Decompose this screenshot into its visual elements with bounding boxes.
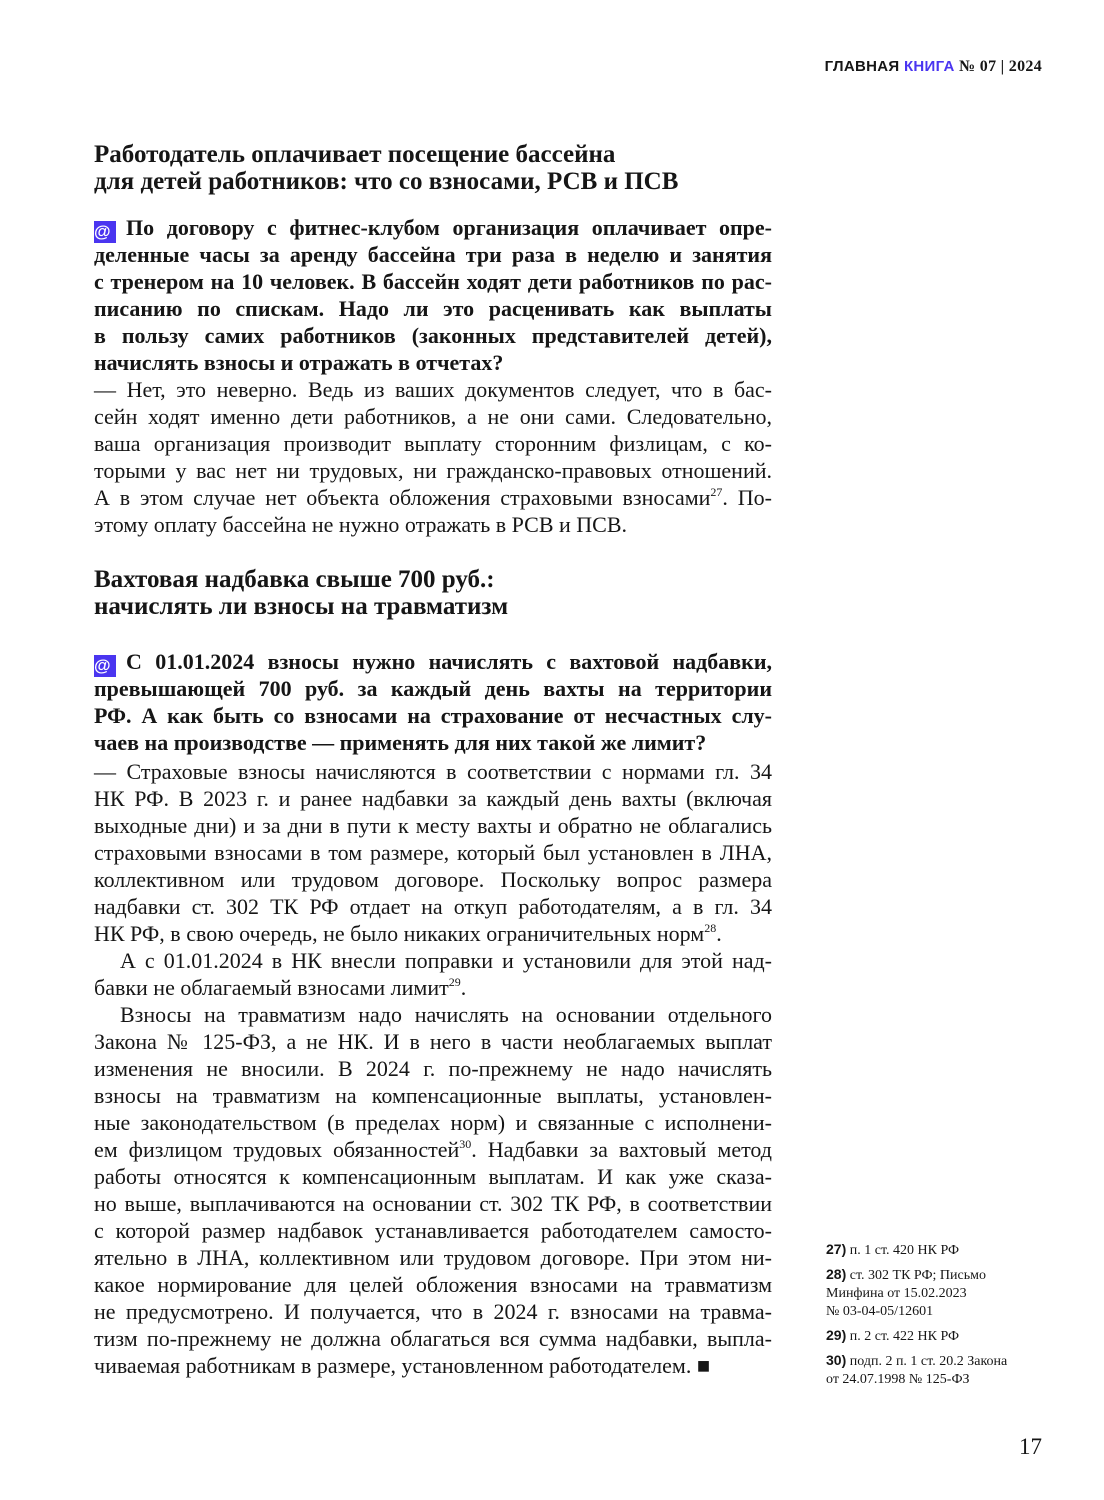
footnote-ref: 29 xyxy=(448,975,461,989)
line-text: превышающей 700 руб. за каждый день вахты на территории xyxy=(94,676,772,701)
line-text: писанию по спискам. Надо ли это расценивать как выплаты xyxy=(94,296,772,321)
footnote-ref: 28 xyxy=(704,921,717,935)
line-text: НК РФ, в свою очередь, не было никаких ограничительных норм xyxy=(94,921,705,946)
text-line xyxy=(94,214,772,241)
text-line xyxy=(94,1271,772,1298)
line-text: какое нормирование для целей обложения взносами на травматизм xyxy=(94,1272,772,1297)
footnote xyxy=(826,1240,1066,1260)
title-line: Вахтовая надбавка свыше 700 руб.: xyxy=(94,566,495,593)
footnote-text: ст. 302 ТК РФ; Письмо xyxy=(849,1268,986,1283)
text-line xyxy=(94,729,772,756)
line-text: А в этом случае нет объекта обложения страховыми взносами xyxy=(94,485,711,510)
footnote-number: 29) xyxy=(826,1327,847,1343)
text-line xyxy=(94,1244,772,1271)
line-text: начислять взносы и отражать в отчетах? xyxy=(94,350,504,375)
line-text: торыми у вас нет ни трудовых, ни гражданско-правовых отношений. xyxy=(94,458,772,483)
line-text: с тренером на 10 человек. В бассейн ходят дети работников по рас- xyxy=(94,269,772,294)
line-text: взносы на травматизм на компенсационные выплаты, установлен- xyxy=(94,1083,772,1108)
line-text: с которой размер надбавок устанавливается работодателем самосто- xyxy=(94,1218,772,1243)
brand-name: ГЛАВНАЯ xyxy=(824,58,900,75)
text-line xyxy=(94,484,772,511)
text-line xyxy=(94,1109,772,1136)
line-text: тизм по-прежнему не должна облагаться вся сумма надбавки, выпла- xyxy=(94,1326,772,1351)
text-line xyxy=(94,893,772,920)
line-text: ные законодательством (в пределах норм) и связанные с исполнени- xyxy=(94,1110,772,1135)
line-text: . xyxy=(716,921,722,946)
line-text: изменения не вносили. В 2024 г. по-прежнему не надо начислять xyxy=(94,1056,772,1081)
text-line xyxy=(94,241,772,268)
line-text: бавки не облагаемый взносами лимит xyxy=(94,975,449,1000)
text-line xyxy=(94,974,772,1001)
line-text: сейн ходят именно дети работников, а не они сами. Следовательно, xyxy=(94,404,772,429)
section2-question xyxy=(94,648,772,756)
text-line xyxy=(94,1028,772,1055)
line-text: — Нет, это неверно. Ведь из ваших документов следует, что в бас- xyxy=(94,377,772,402)
line-text: ем физлицом трудовых обязанностей xyxy=(94,1137,460,1162)
line-text: РФ. А как быть со взносами на страхование от несчастных слу- xyxy=(94,703,772,728)
line-text: По договору с фитнес-клубом организация оплачивает опре- xyxy=(126,215,772,240)
text-line xyxy=(94,648,772,675)
section2-title xyxy=(94,566,794,620)
line-text: А с 01.01.2024 в НК внесли поправки и установили для этой над- xyxy=(120,948,772,973)
text-line xyxy=(94,702,772,729)
text-line xyxy=(94,1325,772,1352)
footnote xyxy=(826,1265,1066,1321)
text-line xyxy=(94,1298,772,1325)
footnote-text: Минфина от 15.02.2023 xyxy=(826,1286,967,1301)
title-line: для детей работников: что со взносами, РСВ и ПСВ xyxy=(94,168,679,195)
footnote xyxy=(826,1351,1066,1389)
line-text: ваша организация производит выплату сторонним физлицам, с ко- xyxy=(94,431,772,456)
text-line xyxy=(94,785,772,812)
text-line xyxy=(94,1136,772,1163)
section2-paragraph xyxy=(94,947,772,1001)
text-line xyxy=(94,866,772,893)
line-text: деленные часы за аренду бассейна три раза в неделю и занятия xyxy=(94,242,772,267)
running-header xyxy=(825,58,1042,76)
footnotes xyxy=(826,1240,1066,1394)
text-line xyxy=(94,295,772,322)
line-text: ятельно в ЛНА, коллективном или трудовом договоре. При этом ни- xyxy=(94,1245,772,1270)
line-text: . По- xyxy=(722,485,772,510)
text-line xyxy=(94,457,772,484)
line-text: коллективном или трудовом договоре. Поскольку вопрос размера xyxy=(94,867,772,892)
line-text: работы относятся к компенсационным выплатам. И как уже сказа- xyxy=(94,1164,772,1189)
footnote-ref: 27 xyxy=(710,485,723,499)
line-text: Взносы на травматизм надо начислять на основании отдельного xyxy=(120,1002,772,1027)
line-text: чаев на производстве — применять для них такой же лимит? xyxy=(94,730,707,755)
text-line xyxy=(94,511,772,538)
footnote-number: 30) xyxy=(826,1352,847,1368)
question-at-icon: @ xyxy=(94,221,116,243)
footnote-text: п. 1 ст. 420 НК РФ xyxy=(849,1243,960,1258)
line-text: С 01.01.2024 взносы нужно начислять с вахтовой надбавки, xyxy=(126,649,772,674)
footnote-text: от 24.07.1998 № 125-ФЗ xyxy=(826,1372,970,1387)
text-line xyxy=(94,812,772,839)
line-text: не предусмотрено. И получается, что в 2024 г. взносами на травма- xyxy=(94,1299,772,1324)
text-line xyxy=(94,1001,772,1028)
section1-title xyxy=(94,141,794,195)
section1-question xyxy=(94,214,772,376)
text-line xyxy=(94,839,772,866)
line-text: . xyxy=(460,975,467,1000)
footnote-ref: 30 xyxy=(459,1137,472,1151)
question-at-icon: @ xyxy=(94,655,116,677)
footnote-text: подп. 2 п. 1 ст. 20.2 Закона xyxy=(849,1354,1008,1369)
brand-name-accent: КНИГА xyxy=(903,58,955,75)
footnote-text: № 03-04-05/12601 xyxy=(826,1304,934,1319)
text-line xyxy=(94,947,772,974)
line-text: — Страховые взносы начисляются в соответствии с нормами гл. 34 xyxy=(94,759,772,784)
section1-answer xyxy=(94,376,772,538)
line-text: в пользу самих работников (законных представителей детей), xyxy=(94,323,772,348)
text-line xyxy=(94,376,772,403)
text-line xyxy=(94,1190,772,1217)
text-line xyxy=(94,430,772,457)
line-text: НК РФ. В 2023 г. и ранее надбавки за каждый день вахты (включая xyxy=(94,786,772,811)
text-line xyxy=(94,758,772,785)
text-line xyxy=(94,1217,772,1244)
title-line: начислять ли взносы на травматизм xyxy=(94,593,509,620)
issue-number: № 07 | 2024 xyxy=(959,58,1042,75)
text-line xyxy=(94,322,772,349)
line-text: этому оплату бассейна не нужно отражать в РСВ и ПСВ. xyxy=(94,512,628,537)
footnote-text: п. 2 ст. 422 НК РФ xyxy=(849,1329,960,1344)
footnote xyxy=(826,1326,1066,1346)
text-line xyxy=(94,1082,772,1109)
page-number: 17 xyxy=(1019,1434,1042,1459)
line-text: надбавки ст. 302 ТК РФ отдает на откуп работодателям, а в гл. 34 xyxy=(94,894,772,919)
footnote-number: 28) xyxy=(826,1266,847,1282)
section2-paragraph xyxy=(94,1001,772,1379)
title-line: Работодатель оплачивает посещение бассейна xyxy=(94,141,616,168)
line-text: Закона № 125-ФЗ, а не НК. И в него в части необлагаемых выплат xyxy=(94,1029,772,1054)
section2-answer xyxy=(94,758,772,947)
footnote-number: 27) xyxy=(826,1241,847,1257)
text-line xyxy=(94,1055,772,1082)
text-line xyxy=(94,349,772,376)
line-text: страховыми взносами в том размере, который был установлен в ЛНА, xyxy=(94,840,772,865)
text-line xyxy=(94,403,772,430)
text-line xyxy=(94,920,772,947)
text-line xyxy=(94,268,772,295)
text-line xyxy=(94,1163,772,1190)
text-line xyxy=(94,675,772,702)
line-text: чиваемая работникам в размере, установленном работодателем. ■ xyxy=(94,1353,711,1378)
text-line xyxy=(94,1352,772,1379)
line-text: но выше, выплачиваются на основании ст. 302 ТК РФ, в соответствии xyxy=(94,1191,772,1216)
line-text: выходные дни) и за дни в пути к месту вахты и обратно не облагались xyxy=(94,813,772,838)
line-text: . Надбавки за вахтовый метод xyxy=(471,1137,772,1162)
